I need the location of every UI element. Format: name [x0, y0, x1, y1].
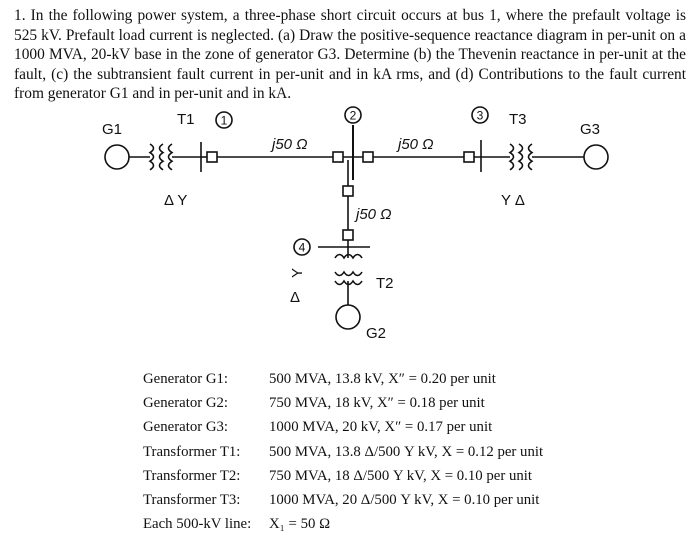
component-data-table — [143, 367, 543, 537]
t1-connection: Δ Y — [164, 192, 188, 209]
bus-1-number: 1 — [220, 113, 228, 128]
spec-name: Generator G2: — [143, 394, 229, 411]
spec-value: 500 MVA, 13.8 Δ/500 Y kV, X = 0.12 per unit — [269, 443, 544, 460]
line-1-2-impedance: j50 Ω — [272, 136, 308, 153]
spec-name: Each 500-kV line: — [143, 516, 252, 533]
spec-name: Transformer T2: — [143, 467, 241, 484]
bus-4-number: 4 — [298, 240, 306, 255]
spec-value: 750 MVA, 18 Δ/500 Y kV, X = 0.10 per unit — [269, 467, 532, 484]
t3-label: T3 — [509, 111, 527, 128]
g2-label: G2 — [366, 325, 387, 342]
problem-statement: 1. In the following power system, a three-phase short circuit occurs at bus 1, where the prefault voltage is 525 kV. Prefault load current is neglected. (a) Draw the positive-sequence reactance diagram in per-unit on a 1000 MVA, 20-kV base in the zone of generator G3. Determine (b) the Thevenin reactance in per-unit at the fault, (c) the subtransient fault current in per-unit and in kA rms, and (d) Contributions to the fault current from generator G1 and in per-unit and in kA. — [14, 7, 686, 102]
spec-value: 750 MVA, 18 kV, X″ = 0.18 per unit — [269, 394, 485, 411]
table-row — [143, 488, 543, 512]
breaker — [207, 152, 217, 162]
spec-name: Transformer T3: — [143, 492, 241, 509]
spec-value: 1000 MVA, 20 kV, X″ = 0.17 per unit — [269, 419, 493, 436]
line-2-3-impedance: j50 Ω — [398, 136, 434, 153]
generator-g1-symbol — [105, 145, 129, 169]
table-row — [143, 513, 543, 537]
breaker — [333, 152, 343, 162]
line-2-4-impedance: j50 Ω — [356, 206, 392, 223]
transformer-t1-symbol — [150, 144, 172, 170]
spec-name: Generator G3: — [143, 419, 229, 436]
breaker — [343, 230, 353, 240]
t2-label: T2 — [376, 275, 394, 292]
g1-label: G1 — [102, 121, 123, 138]
spec-name: Generator G1: — [143, 370, 229, 387]
spec-value: X₁ = 50 Ω — [269, 516, 331, 533]
one-line-diagram — [0, 100, 700, 355]
table-row — [143, 464, 543, 488]
table-row — [143, 367, 543, 391]
breaker — [363, 152, 373, 162]
g3-label: G3 — [580, 121, 601, 138]
table-row — [143, 440, 543, 464]
transformer-t3-symbol — [510, 144, 532, 170]
generator-g3-symbol — [584, 145, 608, 169]
bus-2-number: 2 — [349, 108, 357, 123]
spec-name: Transformer T1: — [143, 443, 241, 460]
bus-3-number: 3 — [476, 108, 484, 123]
transformer-t2-symbol — [335, 255, 362, 285]
breaker — [343, 186, 353, 196]
table-row — [143, 391, 543, 415]
t1-label: T1 — [177, 111, 195, 128]
t3-connection: Y Δ — [501, 192, 525, 209]
table-row — [143, 416, 543, 440]
t2-delta-symbol: Δ — [290, 289, 301, 306]
spec-value: 500 MVA, 13.8 kV, X″ = 0.20 per unit — [269, 370, 496, 387]
t2-wye-symbol: Y — [289, 267, 306, 278]
spec-value: 1000 MVA, 20 Δ/500 Y kV, X = 0.10 per unit — [269, 492, 540, 509]
breaker — [464, 152, 474, 162]
generator-g2-symbol — [336, 305, 360, 329]
